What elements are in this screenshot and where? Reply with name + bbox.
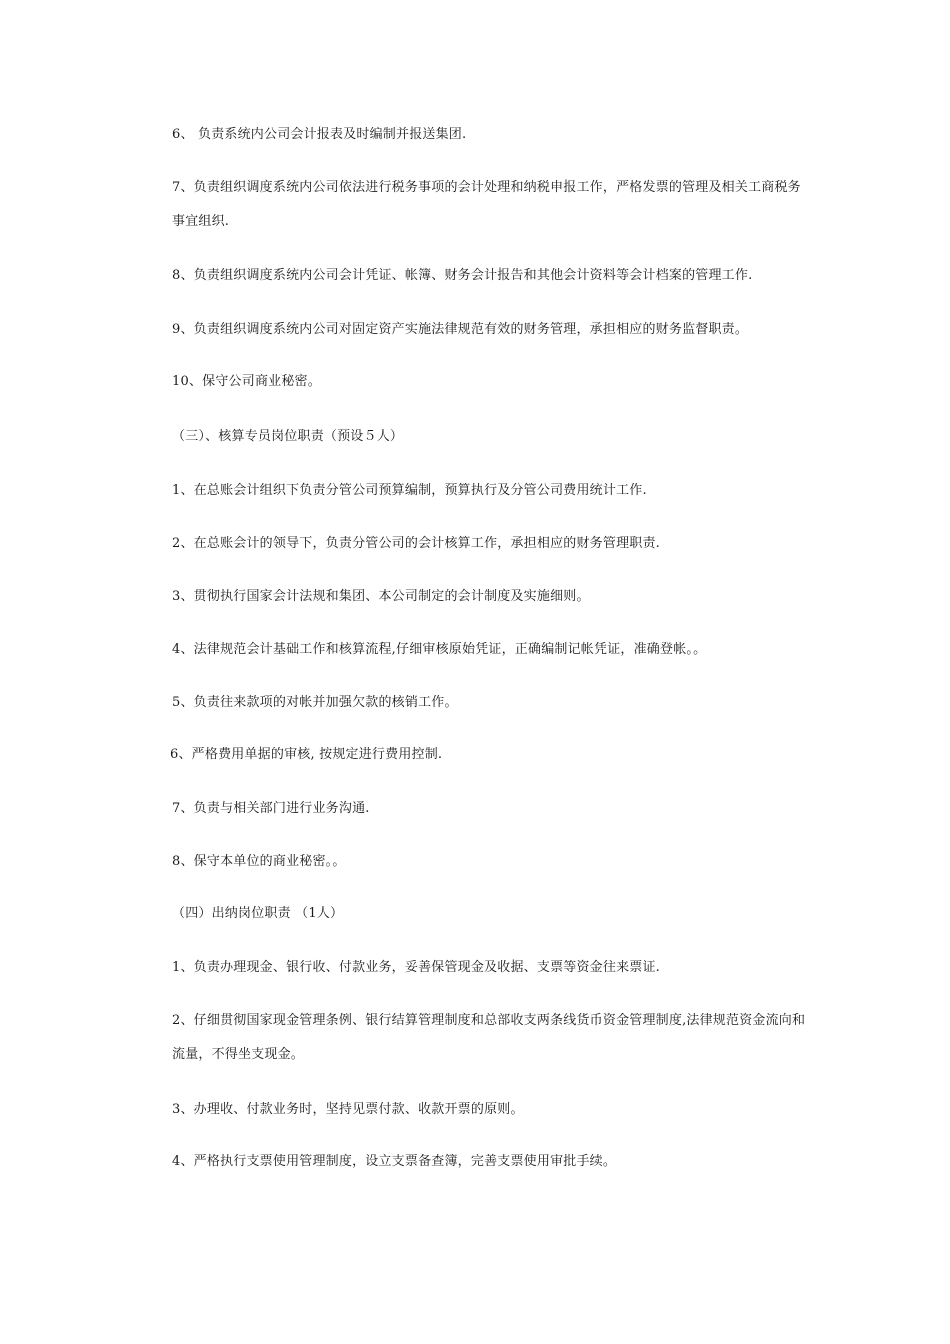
paragraph-cashier-2: 2、仔细贯彻国家现金管理条例、银行结算管理制度和总部收支两条线货币资金管理制度,法律规范资金流向和流量，不得坐支现金。	[172, 1013, 806, 1062]
paragraph-cashier-4: 4、严格执行支票使用管理制度，设立支票备查簿，完善支票使用审批手续。	[172, 1154, 617, 1169]
paragraph-specialist-2: 2、在总账会计的领导下，负责分管公司的会计核算工作，承担相应的财务管理职责.	[172, 536, 661, 551]
paragraph-duty-10: 10、保守公司商业秘密。	[172, 374, 321, 389]
paragraph-specialist-8: 8、保守本单位的商业秘密。。	[172, 854, 346, 869]
paragraph-duty-8: 8、负责组织调度系统内公司会计凭证、帐簿、财务会计报告和其他会计资料等会计档案的管理工作.	[172, 268, 753, 283]
paragraph-duty-7: 7、负责组织调度系统内公司依法进行税务事项的会计处理和纳税申报工作，严格发票的管理及相关工商税务事宜组织.	[172, 180, 801, 229]
paragraph-specialist-1: 1、在总账会计组织下负责分管公司预算编制，预算执行及分管公司费用统计工作.	[172, 483, 647, 498]
paragraph-specialist-4: 4、法律规范会计基础工作和核算流程,仔细审核原始凭证，正确编制记帐凭证，准确登帐。。	[172, 642, 707, 657]
paragraph-cashier-1: 1、负责办理现金、银行收、付款业务，妥善保管现金及收据、支票等资金往来票证.	[172, 960, 661, 975]
paragraph-specialist-6: 6、严格费用单据的审核, 按规定进行费用控制.	[170, 747, 443, 762]
section-heading-cashier: （四）出纳岗位职责 （1人）	[172, 906, 344, 921]
paragraph-specialist-7: 7、负责与相关部门进行业务沟通.	[172, 801, 370, 816]
paragraph-cashier-3: 3、办理收、付款业务时，坚持见票付款、收款开票的原则。	[172, 1102, 524, 1117]
section-heading-accounting-specialist: （三）、核算专员岗位职责（预设５人）	[172, 429, 404, 444]
paragraph-duty-6: 6、 负责系统内公司会计报表及时编制并报送集团.	[172, 127, 467, 142]
paragraph-specialist-5: 5、负责往来款项的对帐并加强欠款的核销工作。	[172, 695, 458, 710]
paragraph-specialist-3: 3、贯彻执行国家会计法规和集团、本公司制定的会计制度及实施细则。	[172, 589, 590, 604]
paragraph-duty-9: 9、负责组织调度系统内公司对固定资产实施法律规范有效的财务管理，承担相应的财务监督职责。	[172, 322, 749, 337]
